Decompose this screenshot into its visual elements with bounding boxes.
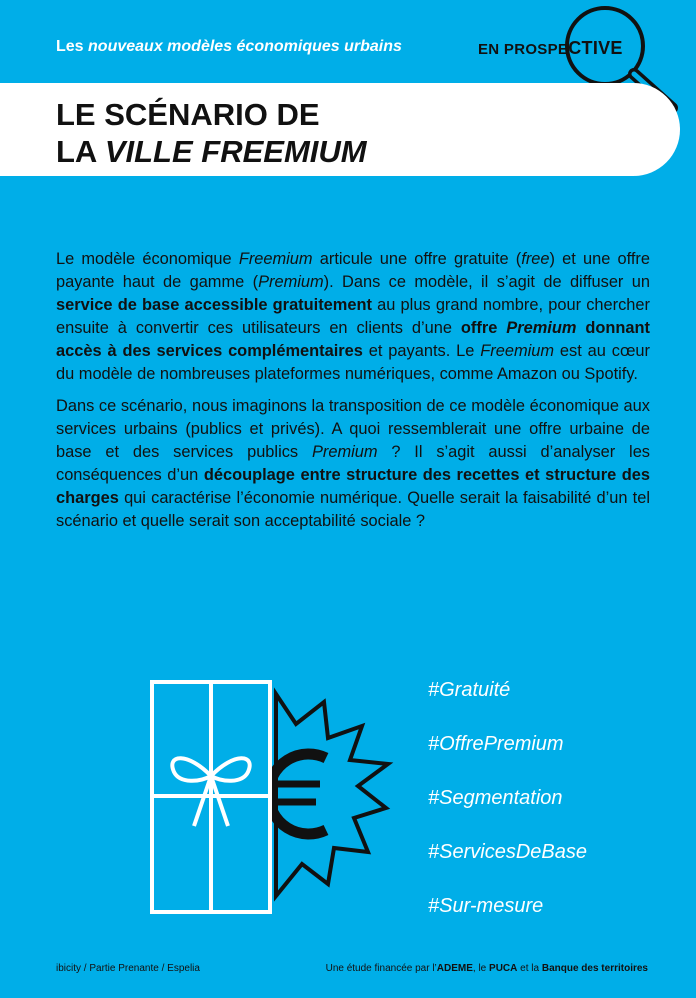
hashtag-services-de-base: #ServicesDeBase <box>428 841 587 863</box>
subtitle-prefix: Les <box>56 38 84 55</box>
text-run: est au cœur du modèle de nombreuses plateformes numériques, comme Amazon ou Spotify. <box>56 341 651 383</box>
text-run: et payants. Le <box>362 341 481 360</box>
title-line-1: LE SCÉNARIO DE <box>56 97 320 132</box>
text-run: découplage entre structure des recettes et structure des charges <box>56 466 650 508</box>
text-run: ). Dans ce modèle, il s’agit de diffuser un <box>323 272 651 291</box>
paragraph-1 <box>56 248 650 385</box>
text-run: Freemium <box>480 341 555 360</box>
text-run: au plus grand nombre, pour chercher ensuite à convertir ces utilisateurs en clients d’une <box>56 295 650 337</box>
title-line-2-italic: VILLE FREEMIUM <box>104 134 367 169</box>
text-run: Premium <box>258 272 324 291</box>
footer-authors: ibicity / Partie Prenante / Espelia <box>56 963 200 974</box>
text-run: Dans ce scénario, nous imaginons la transposition de ce modèle économique aux services urbains (publics et privés). A quoi ressemblerait une offre urbaine de base et des services publics <box>56 397 650 462</box>
text-run: articule une offre gratuite ( <box>312 250 522 268</box>
footer-funders <box>326 963 648 974</box>
text-run: service de base accessible gratuitement <box>56 295 372 314</box>
paragraph-2 <box>56 395 650 532</box>
hashtag-sur-mesure: #Sur-mesure <box>428 895 544 917</box>
text-run: Freemium <box>238 250 313 268</box>
gift-box-icon <box>148 676 408 918</box>
text-run: et la <box>517 963 542 974</box>
text-run: Banque des territoires <box>541 963 648 974</box>
hashtag-list <box>428 678 587 948</box>
text-run: Premium <box>311 443 378 462</box>
hashtag-offre-premium: #OffrePremium <box>428 733 564 755</box>
subtitle-italic: nouveaux modèles économiques urbains <box>88 38 402 55</box>
text-run: ADEME <box>436 963 473 974</box>
euro-starburst-icon <box>276 694 388 896</box>
text-run: donnant accès à des services complémentaires <box>56 318 650 360</box>
text-run: PUCA <box>489 963 518 974</box>
series-subtitle <box>56 38 402 56</box>
body-text <box>56 248 650 543</box>
text-run: free <box>521 250 550 268</box>
text-run: qui caractérise l’économie numérique. Quelle serait la faisabilité d’un tel scénario et quelle serait son acceptabilité sociale ? <box>56 489 650 530</box>
text-run: offre <box>460 318 507 337</box>
text-run: Le modèle économique <box>56 250 239 268</box>
text-run: ) et une offre payante haut de gamme ( <box>56 250 651 291</box>
text-run: ? Il s’agit aussi d’analyser les conséquences d’un <box>56 443 651 485</box>
hashtag-segmentation: #Segmentation <box>428 787 563 809</box>
text-run: Premium <box>506 318 577 337</box>
prospective-tag-start: EN PROSPE <box>478 41 569 58</box>
prospective-tag-end: CTIVE <box>568 38 623 58</box>
title-line-2 <box>56 133 367 170</box>
title-line-2-prefix: LA <box>56 134 97 169</box>
text-run: Une étude financée par l’ <box>325 963 437 974</box>
text-run: , le <box>472 963 490 974</box>
page-title <box>56 96 367 170</box>
hashtag-gratuite: #Gratuité <box>428 679 511 701</box>
